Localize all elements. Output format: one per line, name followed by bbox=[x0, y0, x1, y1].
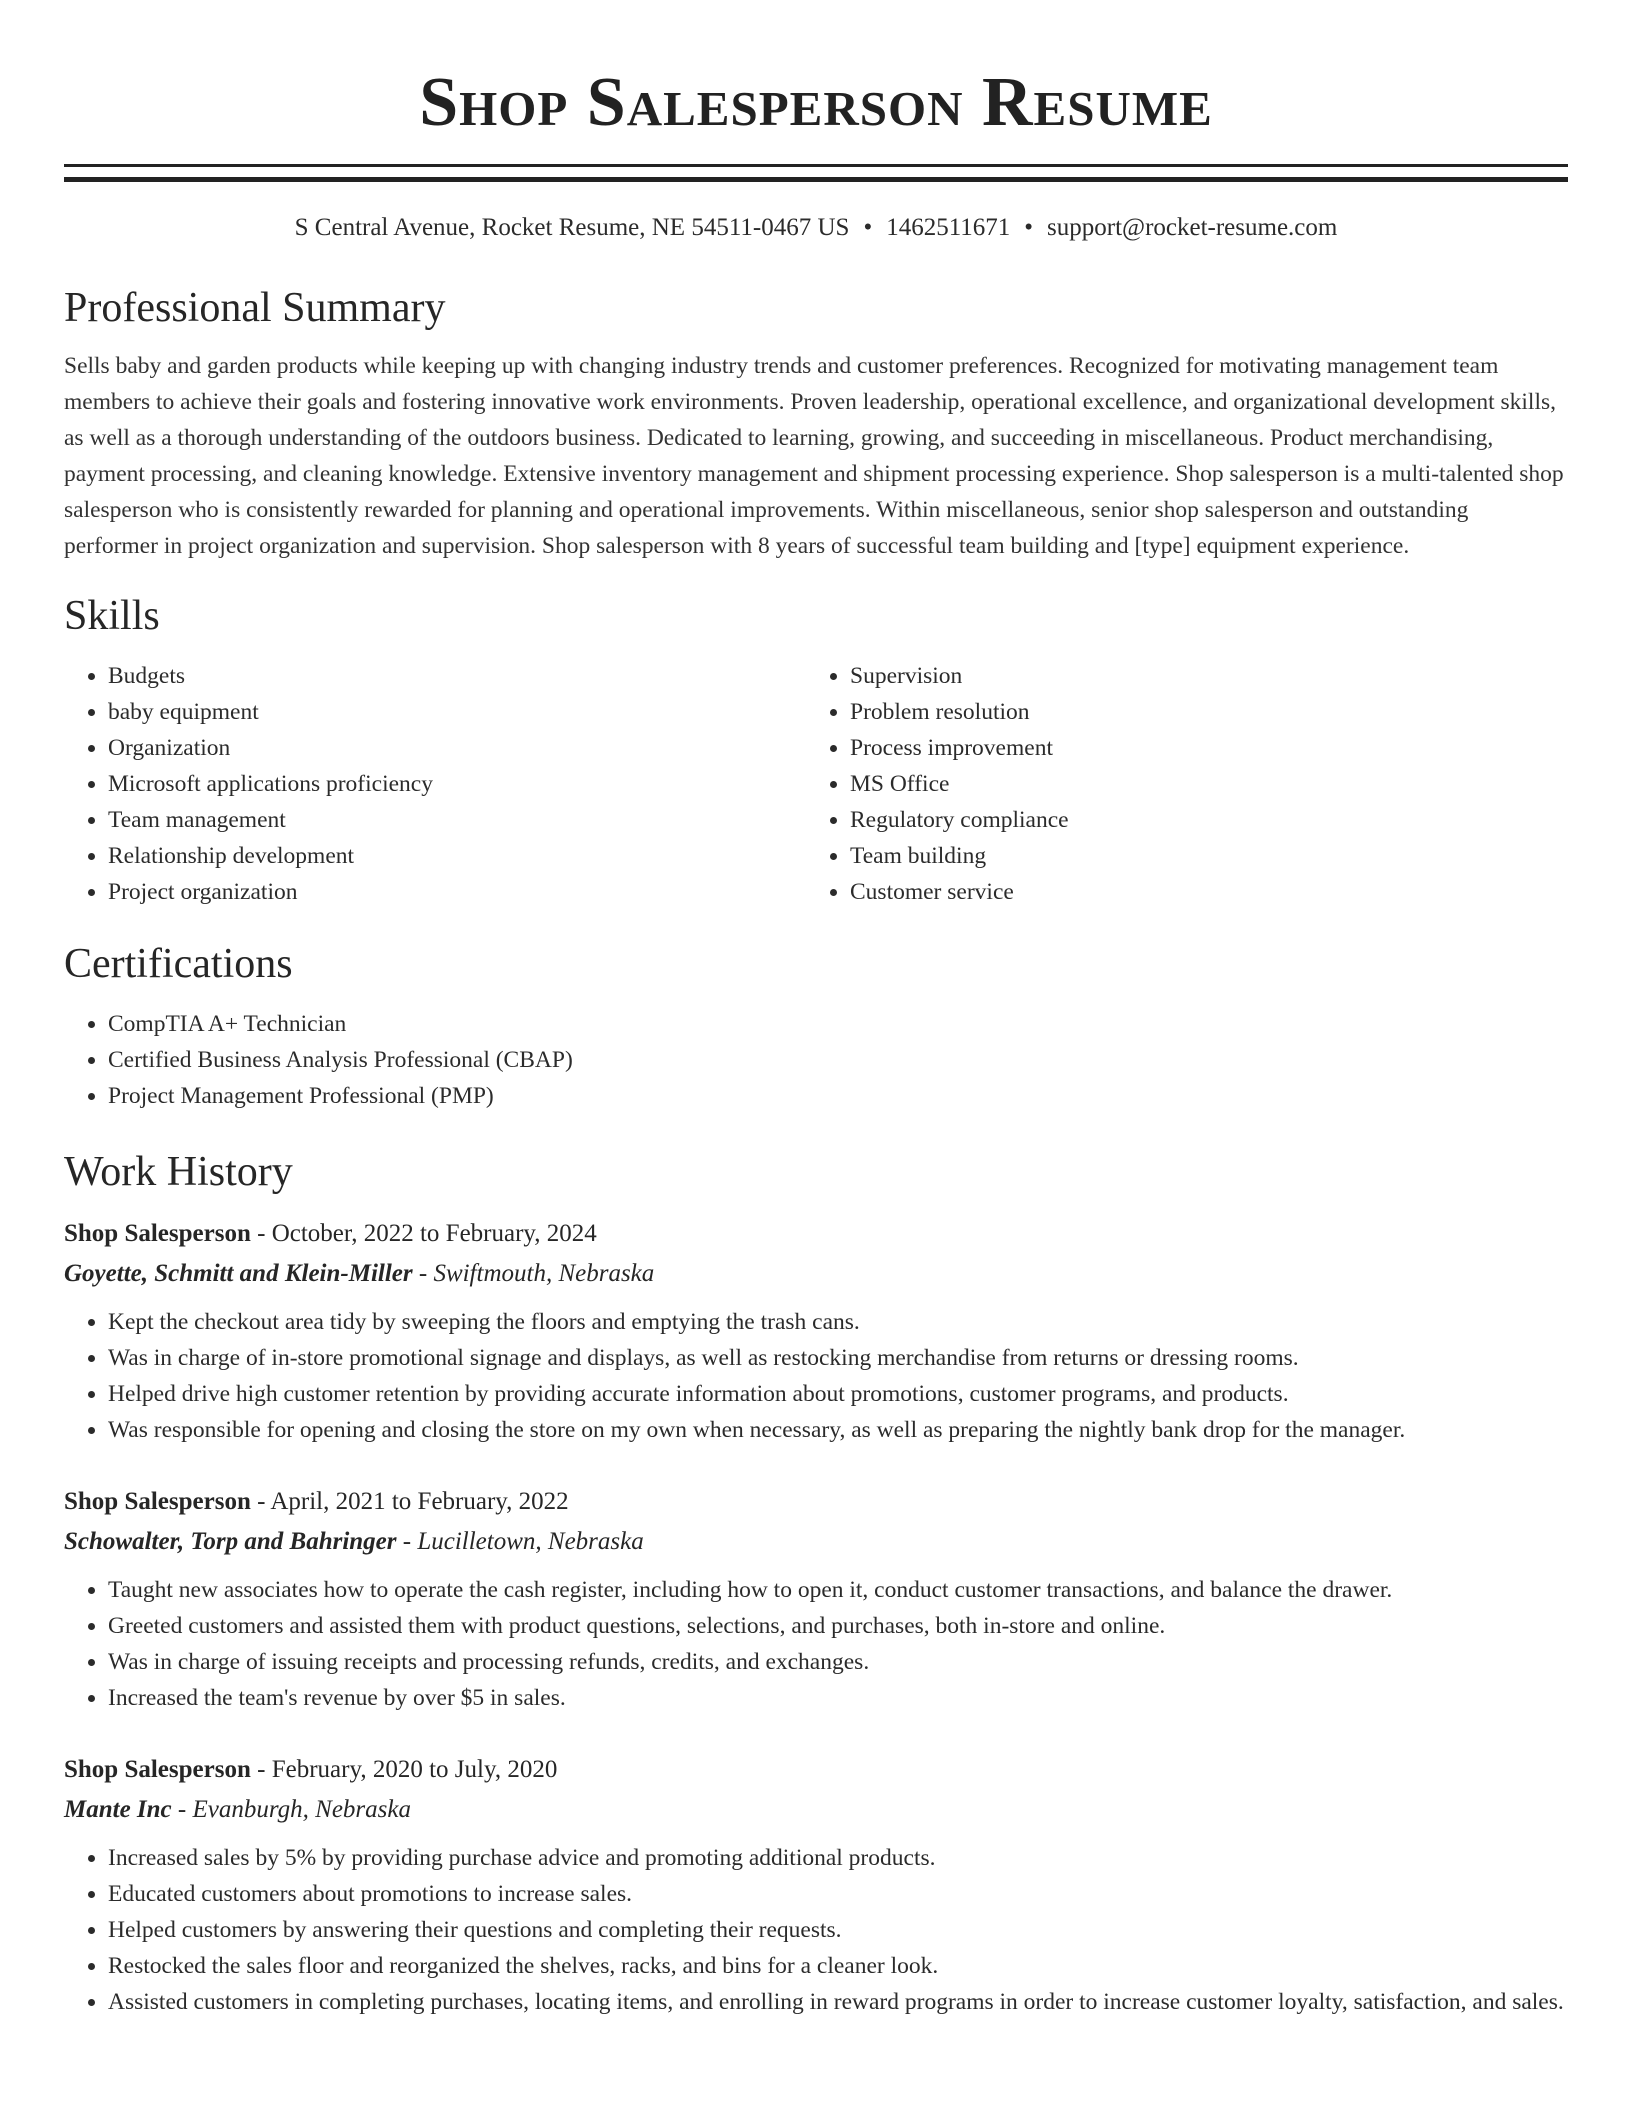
skill-item: • Organization bbox=[108, 730, 806, 766]
skill-item: • Microsoft applications proficiency bbox=[108, 766, 806, 802]
job-title: Shop Salesperson bbox=[64, 1220, 251, 1247]
job-duty-item: • Kept the checkout area tidy by sweeping the floors and emptying the trash cans. bbox=[108, 1304, 1568, 1340]
job-dash: - bbox=[412, 1260, 434, 1287]
job-title-line bbox=[64, 1214, 1568, 1254]
job-title-line bbox=[64, 1482, 1568, 1522]
job-duty-item: • Educated customers about promotions to increase sales. bbox=[108, 1876, 1568, 1912]
skills-list-left bbox=[64, 658, 806, 910]
skill-item: • Team building bbox=[850, 838, 1069, 874]
contact-separator: • bbox=[1024, 214, 1034, 241]
job-entry bbox=[64, 1750, 1568, 2020]
job-duty-item: • Assisted customers in completing purchases, locating items, and enrolling in reward programs in order to increase customer loyalty, satisfaction, and sales. bbox=[108, 1984, 1568, 2020]
job-company: Schowalter, Torp and Bahringer bbox=[64, 1528, 397, 1555]
skill-item: • Supervision bbox=[850, 658, 1069, 694]
job-duties-list bbox=[64, 1304, 1568, 1448]
skill-item: • Problem resolution bbox=[850, 694, 1069, 730]
summary-text: Sells baby and garden products while keeping up with changing industry trends and customer preferences. Recognized for motivating management team members to achieve their goals and fostering innovative work environments. Proven leadership, operational excellence, and organizational development skills, as well as a thorough understanding of the outdoors business. Dedicated to learning, growing, and succeeding in miscellaneous. Product merchandising, payment processing, and cleaning knowledge. Extensive inventory management and shipment processing experience. Shop salesperson is a multi-talented shop salesperson who is consistently rewarded for planning and operational improvements. Within miscellaneous, senior shop salesperson and outstanding performer in project organization and supervision. Shop salesperson with 8 years of successful team building and [type] equipment experience. bbox=[64, 353, 1564, 559]
job-dates: April, 2021 to February, 2022 bbox=[270, 1488, 569, 1515]
job-title-line bbox=[64, 1750, 1568, 1790]
certification-item: • CompTIA A+ Technician bbox=[108, 1006, 1568, 1042]
job-location: Lucilletown, Nebraska bbox=[417, 1528, 644, 1555]
certification-item: • Certified Business Analysis Professional (CBAP) bbox=[108, 1042, 1568, 1078]
skill-item: • Process improvement bbox=[850, 730, 1069, 766]
section-heading-work-history: Work History bbox=[64, 1149, 293, 1195]
contact-email: support@rocket-resume.com bbox=[1047, 214, 1338, 241]
skill-item: • Regulatory compliance bbox=[850, 802, 1069, 838]
page-title: Shop Salesperson Resume bbox=[419, 64, 1213, 141]
job-duty-item: • Helped drive high customer retention by providing accurate information about promotions, customer programs, and products. bbox=[108, 1376, 1568, 1412]
job-dash: - bbox=[250, 1220, 272, 1247]
job-dash: - bbox=[250, 1488, 271, 1515]
job-duty-item: • Taught new associates how to operate the cash register, including how to open it, conduct customer transactions, and balance the drawer. bbox=[108, 1572, 1568, 1608]
job-duties-list bbox=[64, 1840, 1568, 2020]
skill-item: • Relationship development bbox=[108, 838, 806, 874]
certification-item: • Project Management Professional (PMP) bbox=[108, 1078, 1568, 1114]
skill-item: • Team management bbox=[108, 802, 806, 838]
job-dates: February, 2020 to July, 2020 bbox=[271, 1756, 558, 1783]
skills-columns bbox=[64, 658, 1568, 910]
section-heading-skills: Skills bbox=[64, 593, 160, 639]
job-duty-item: • Helped customers by answering their questions and completing their requests. bbox=[108, 1912, 1568, 1948]
job-duty-item: • Increased sales by 5% by providing purchase advice and promoting additional products. bbox=[108, 1840, 1568, 1876]
job-title: Shop Salesperson bbox=[64, 1756, 251, 1783]
job-entry bbox=[64, 1482, 1568, 1716]
job-location: Evanburgh, Nebraska bbox=[192, 1796, 411, 1823]
contact-address: S Central Avenue, Rocket Resume, NE 54511-0467 US bbox=[294, 214, 850, 241]
skill-item: • Customer service bbox=[850, 874, 1069, 910]
section-heading-certifications: Certifications bbox=[64, 941, 293, 987]
job-company-line bbox=[64, 1790, 1568, 1830]
job-company: Mante Inc bbox=[64, 1796, 172, 1823]
job-duty-item: • Was in charge of in-store promotional signage and displays, as well as restocking merchandise from returns or dressing rooms. bbox=[108, 1340, 1568, 1376]
job-company-line bbox=[64, 1522, 1568, 1562]
job-duty-item: • Was in charge of issuing receipts and processing refunds, credits, and exchanges. bbox=[108, 1644, 1568, 1680]
skill-item: • baby equipment bbox=[108, 694, 806, 730]
skill-item: • Project organization bbox=[108, 874, 806, 910]
job-duties-list bbox=[64, 1572, 1568, 1716]
job-duty-item: • Increased the team's revenue by over $5 in sales. bbox=[108, 1680, 1568, 1716]
skill-item: • Budgets bbox=[108, 658, 806, 694]
title-divider bbox=[64, 164, 1568, 182]
section-heading-summary: Professional Summary bbox=[64, 285, 446, 331]
job-duty-item: • Restocked the sales floor and reorganized the shelves, racks, and bins for a cleaner look. bbox=[108, 1948, 1568, 1984]
job-company-line bbox=[64, 1254, 1568, 1294]
job-entry bbox=[64, 1214, 1568, 1448]
job-duty-item: • Greeted customers and assisted them with product questions, selections, and purchases, both in-store and online. bbox=[108, 1608, 1568, 1644]
job-dates: October, 2022 to February, 2024 bbox=[271, 1220, 597, 1247]
job-company: Goyette, Schmitt and Klein-Miller bbox=[64, 1260, 413, 1287]
skills-list-right bbox=[806, 658, 1069, 910]
job-title: Shop Salesperson bbox=[64, 1488, 251, 1515]
job-dash: - bbox=[250, 1756, 272, 1783]
contact-phone: 1462511671 bbox=[886, 214, 1011, 241]
skill-item: • MS Office bbox=[850, 766, 1069, 802]
contact-line bbox=[64, 210, 1568, 246]
contact-separator: • bbox=[863, 214, 873, 241]
job-duty-item: • Was responsible for opening and closing the store on my own when necessary, as well as preparing the nightly bank drop for the manager. bbox=[108, 1412, 1568, 1448]
job-dash: - bbox=[396, 1528, 418, 1555]
certifications-list bbox=[64, 1006, 1568, 1114]
job-location: Swiftmouth, Nebraska bbox=[433, 1260, 655, 1287]
resume-page bbox=[64, 0, 1568, 2020]
job-dash: - bbox=[171, 1796, 193, 1823]
